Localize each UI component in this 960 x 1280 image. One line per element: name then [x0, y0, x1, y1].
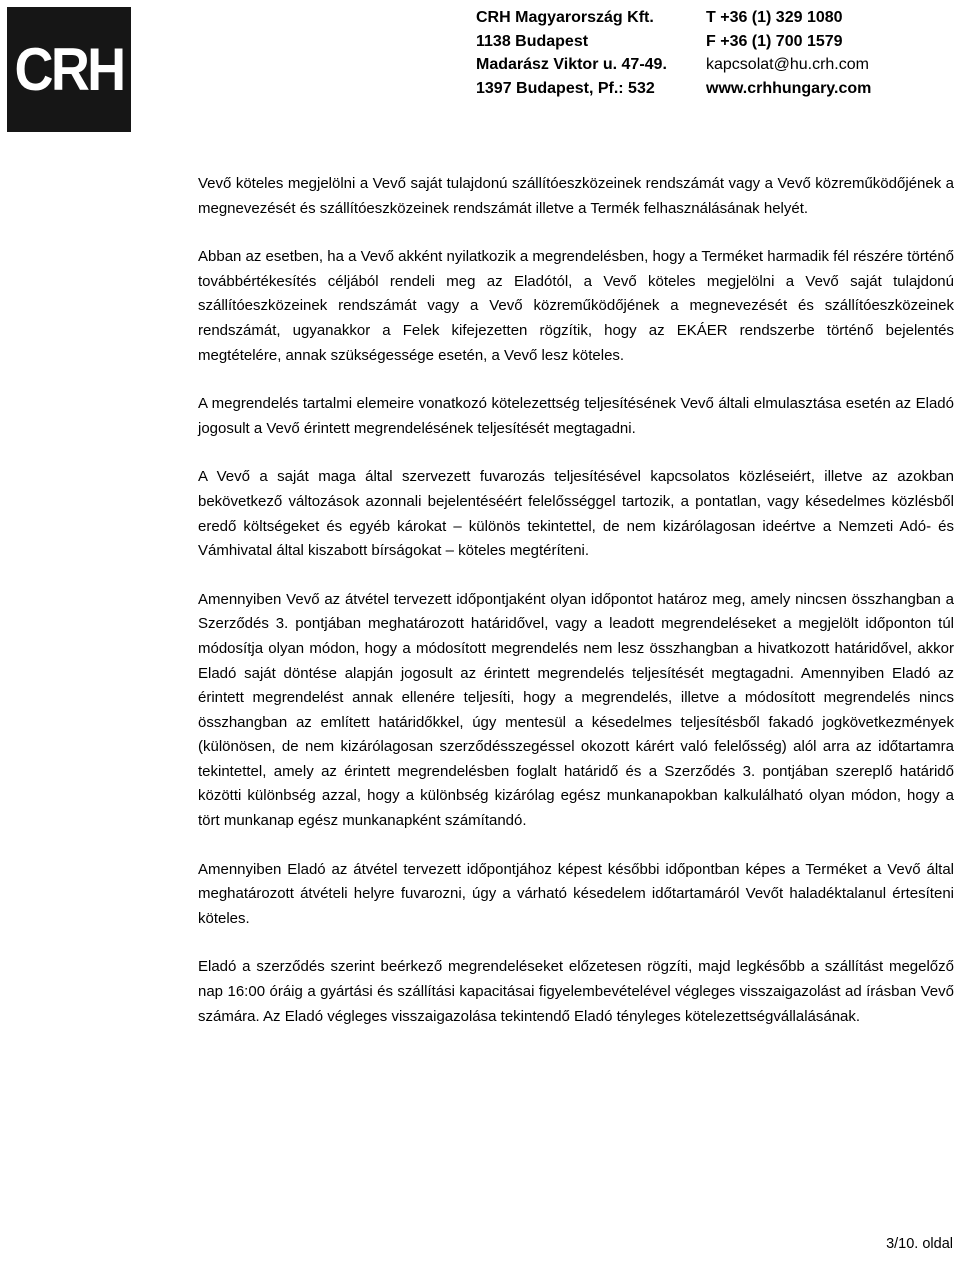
- address-line-2: Madarász Viktor u. 47-49.: [476, 56, 667, 73]
- fax-number: F +36 (1) 700 1579: [706, 32, 843, 50]
- paragraph-7: Eladó a szerződés szerint beérkező megrendeléseket előzetesen rögzíti, majd legkésőbb a szállítást megelőző nap 16:00 óráig a gyártási és szállítási kapacitásai figyelembevételével végleges visszaigazolást ad írásban Vevő számára. Az Eladó végleges visszaigazolása tekintendő Eladó tényleges kötelezettségvállalásának.: [198, 958, 954, 1025]
- address-line-1: 1138 Budapest: [476, 32, 589, 50]
- email-address[interactable]: kapcsolat@hu.crh.com: [706, 56, 869, 73]
- company-name: CRH Magyarország Kft.: [476, 9, 654, 26]
- logo-text: CRH: [14, 36, 124, 103]
- paragraph-4: A Vevő a saját maga által szervezett fuvarozás teljesítésével kapcsolatos közléseiért, illetve az azokban bekövetkező változások azonnali bejelentéséért felelősséggel tartozik, a pontatlan, vagy késedelmes közlésből eredő költségeket és egyéb károkat – különös tekintettel, de nem kizárólagosan ideértve a Nemzeti Adó- és Vámhivatal által kiszabott bírságokat – köteles megtéríteni.: [198, 468, 954, 560]
- company-logo: [7, 7, 131, 132]
- paragraph-5: Amennyiben Vevő az átvétel tervezett időpontjaként olyan időpontot határoz meg, amely nincsen összhangban a Szerződés 3. pontjában meghatározott határidővel, vagy a leadott megrendeléseket a megjelölt időponton túl módosítja olyan módon, hogy a módosított megrendelés nem lesz összhangban a hivatkozott határidővel, akkor Eladó saját döntése alapján jogosult az érintett megrendelés teljesítését megtagadni. Amennyiben Eladó az érintett megrendelést annak ellenére teljesíti, hogy a megrendelés, illetve a módosított megrendelés nincs összhangban az említett határidőkkel, úgy mentesül a késedelmes teljesítésből fakadó jogkövetkezmények (különösen, de nem kizárólagosan szerződésszegéssel okozott kárért való felelősség) alól arra az időtartamra tekintettel, amely az érintett megrendelésben foglalt határidő és a Szerződés 3. pontjában szereplő határidő közötti különbség azzal, hogy a különbség kizárólag egész munkanapokban kalkulálható olyan módon, hogy a tört munkanap egész munkanapként számítandó.: [198, 590, 954, 830]
- paragraph-1: Vevő köteles megjelölni a Vevő saját tulajdonú szállítóeszközeinek rendszámát vagy a Vevő közreműködőjének a megnevezését és szállítóeszközeinek rendszámát illetve a Termék felhasználásának helyét.: [198, 175, 954, 217]
- paragraph-3: A megrendelés tartalmi elemeire vonatkozó kötelezettség teljesítésének Vevő általi elmulasztása esetén az Eladó jogosult a Vevő érintett megrendelésének teljesítését megtagadni.: [198, 395, 954, 437]
- document-body: [198, 172, 954, 1053]
- phone-number: T +36 (1) 329 1080: [706, 9, 843, 26]
- company-address-block: [476, 6, 667, 100]
- website-url[interactable]: www.crhhungary.com: [706, 79, 872, 97]
- paragraph-6: Amennyiben Eladó az átvétel tervezett időpontjához képest későbbi időpontban képes a Terméket a Vevő által meghatározott átvételi helyre fuvarozni, úgy a várható késedelem időtartamáról Vevőt haladéktalanul értesíteni köteles.: [198, 860, 954, 927]
- paragraph-2: Abban az esetben, ha a Vevő akként nyilatkozik a megrendelésben, hogy a Terméket harmadik fél részére történő továbbértékesítés céljából rendeli meg az Eladótól, a Vevő köteles megjelölni a Vevő saját tulajdonú szállítóeszközeinek rendszámát vagy a Vevő közreműködőjének a megnevezését és szállítóeszközeinek rendszámát, ugyanakkor a Felek kifejezetten rögzítik, hogy az EKÁER rendszerbe történő bejelentés megtételére, annak szükségessége esetén, a Vevő lesz köteles.: [198, 248, 955, 364]
- page-number: 3/10. oldal: [886, 1236, 953, 1252]
- company-contact-block: [706, 6, 871, 100]
- address-line-3: 1397 Budapest, Pf.: 532: [476, 79, 655, 97]
